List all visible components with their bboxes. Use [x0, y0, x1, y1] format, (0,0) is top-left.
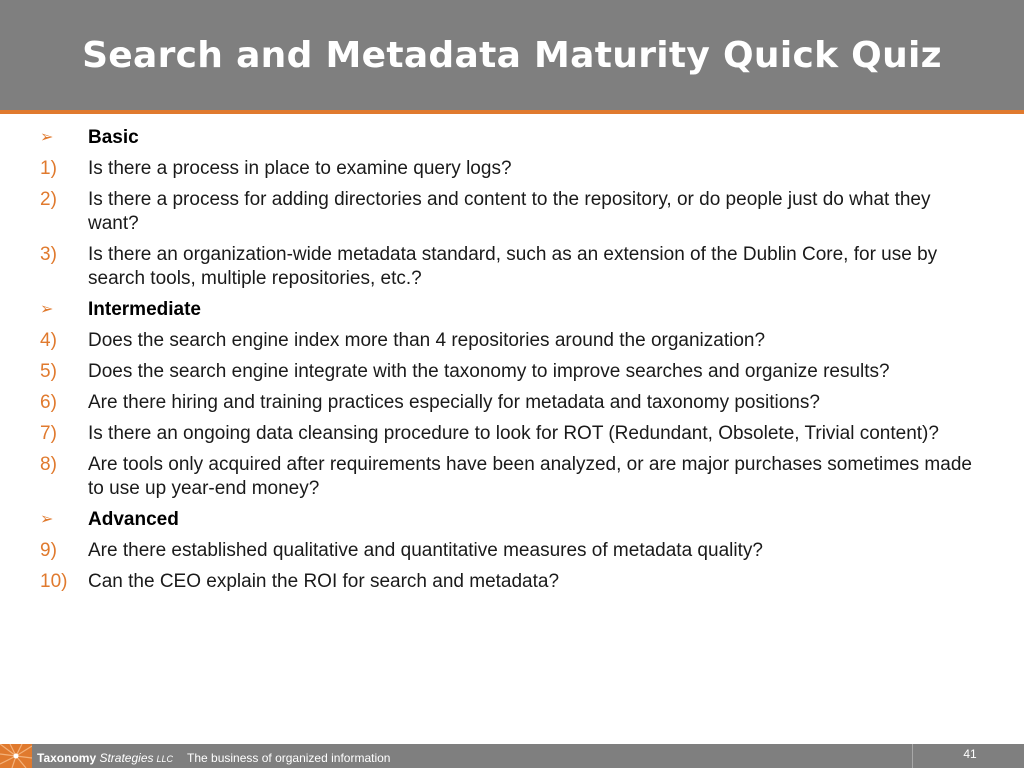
title-bar	[0, 0, 1024, 110]
arrow-bullet-icon: ➢	[40, 301, 54, 318]
question-number: 4)	[40, 330, 57, 351]
question-number: 10)	[40, 571, 68, 592]
question-item	[40, 422, 980, 446]
question-item	[40, 360, 980, 384]
section-heading-intermediate	[40, 298, 980, 322]
page-number: 41	[963, 747, 977, 761]
question-item	[40, 539, 980, 563]
question-number: 6)	[40, 392, 57, 413]
footer-divider	[912, 744, 913, 768]
question-item	[40, 188, 980, 236]
question-number: 3)	[40, 244, 57, 265]
question-text: Are there established qualitative and quantitative measures of metadata quality?	[88, 540, 763, 561]
title-divider	[0, 110, 1024, 114]
question-number: 5)	[40, 361, 57, 382]
question-text: Are tools only acquired after requirements have been analyzed, or are major purchases sometimes made to use up year-end money?	[88, 454, 972, 499]
question-item	[40, 453, 980, 501]
question-text: Is there an organization-wide metadata standard, such as an extension of the Dublin Core, for use by search tools, multiple repositories, etc.?	[88, 244, 938, 289]
section-heading-text: Basic	[88, 127, 139, 148]
question-item	[40, 329, 980, 353]
footer-brand	[37, 751, 390, 766]
section-heading-basic	[40, 126, 980, 150]
question-text: Is there a process for adding directories and content to the repository, or do people just do what they want?	[88, 189, 931, 234]
question-text: Does the search engine index more than 4 repositories around the organization?	[88, 330, 766, 351]
question-number: 8)	[40, 454, 57, 475]
footer-tagline: The business of organized information	[187, 751, 391, 765]
question-item	[40, 391, 980, 415]
arrow-bullet-icon: ➢	[40, 129, 54, 146]
question-number: 7)	[40, 423, 57, 444]
question-number: 1)	[40, 158, 57, 179]
question-item	[40, 570, 980, 594]
slide-content	[40, 126, 980, 601]
question-number: 2)	[40, 189, 57, 210]
brand-suffix: LLC	[156, 754, 174, 764]
question-text: Is there a process in place to examine query logs?	[88, 158, 512, 179]
slide-title: Search and Metadata Maturity Quick Quiz	[82, 35, 942, 76]
arrow-bullet-icon: ➢	[40, 511, 54, 528]
section-heading-text: Intermediate	[88, 299, 201, 320]
company-logo-icon	[0, 744, 32, 768]
question-item	[40, 157, 980, 181]
section-heading-advanced	[40, 508, 980, 532]
slide-footer	[0, 744, 1024, 768]
question-number: 9)	[40, 540, 57, 561]
section-heading-text: Advanced	[88, 509, 179, 530]
brand-name-bold: Taxonomy	[37, 751, 97, 765]
question-text: Can the CEO explain the ROI for search and metadata?	[88, 571, 560, 592]
brand-name-italic: Strategies	[99, 751, 154, 765]
question-text: Is there an ongoing data cleansing procedure to look for ROT (Redundant, Obsolete, Trivial content)?	[88, 423, 939, 444]
question-text: Are there hiring and training practices especially for metadata and taxonomy positions?	[88, 392, 820, 413]
question-text: Does the search engine integrate with the taxonomy to improve searches and organize results?	[88, 361, 890, 382]
question-item	[40, 243, 980, 291]
